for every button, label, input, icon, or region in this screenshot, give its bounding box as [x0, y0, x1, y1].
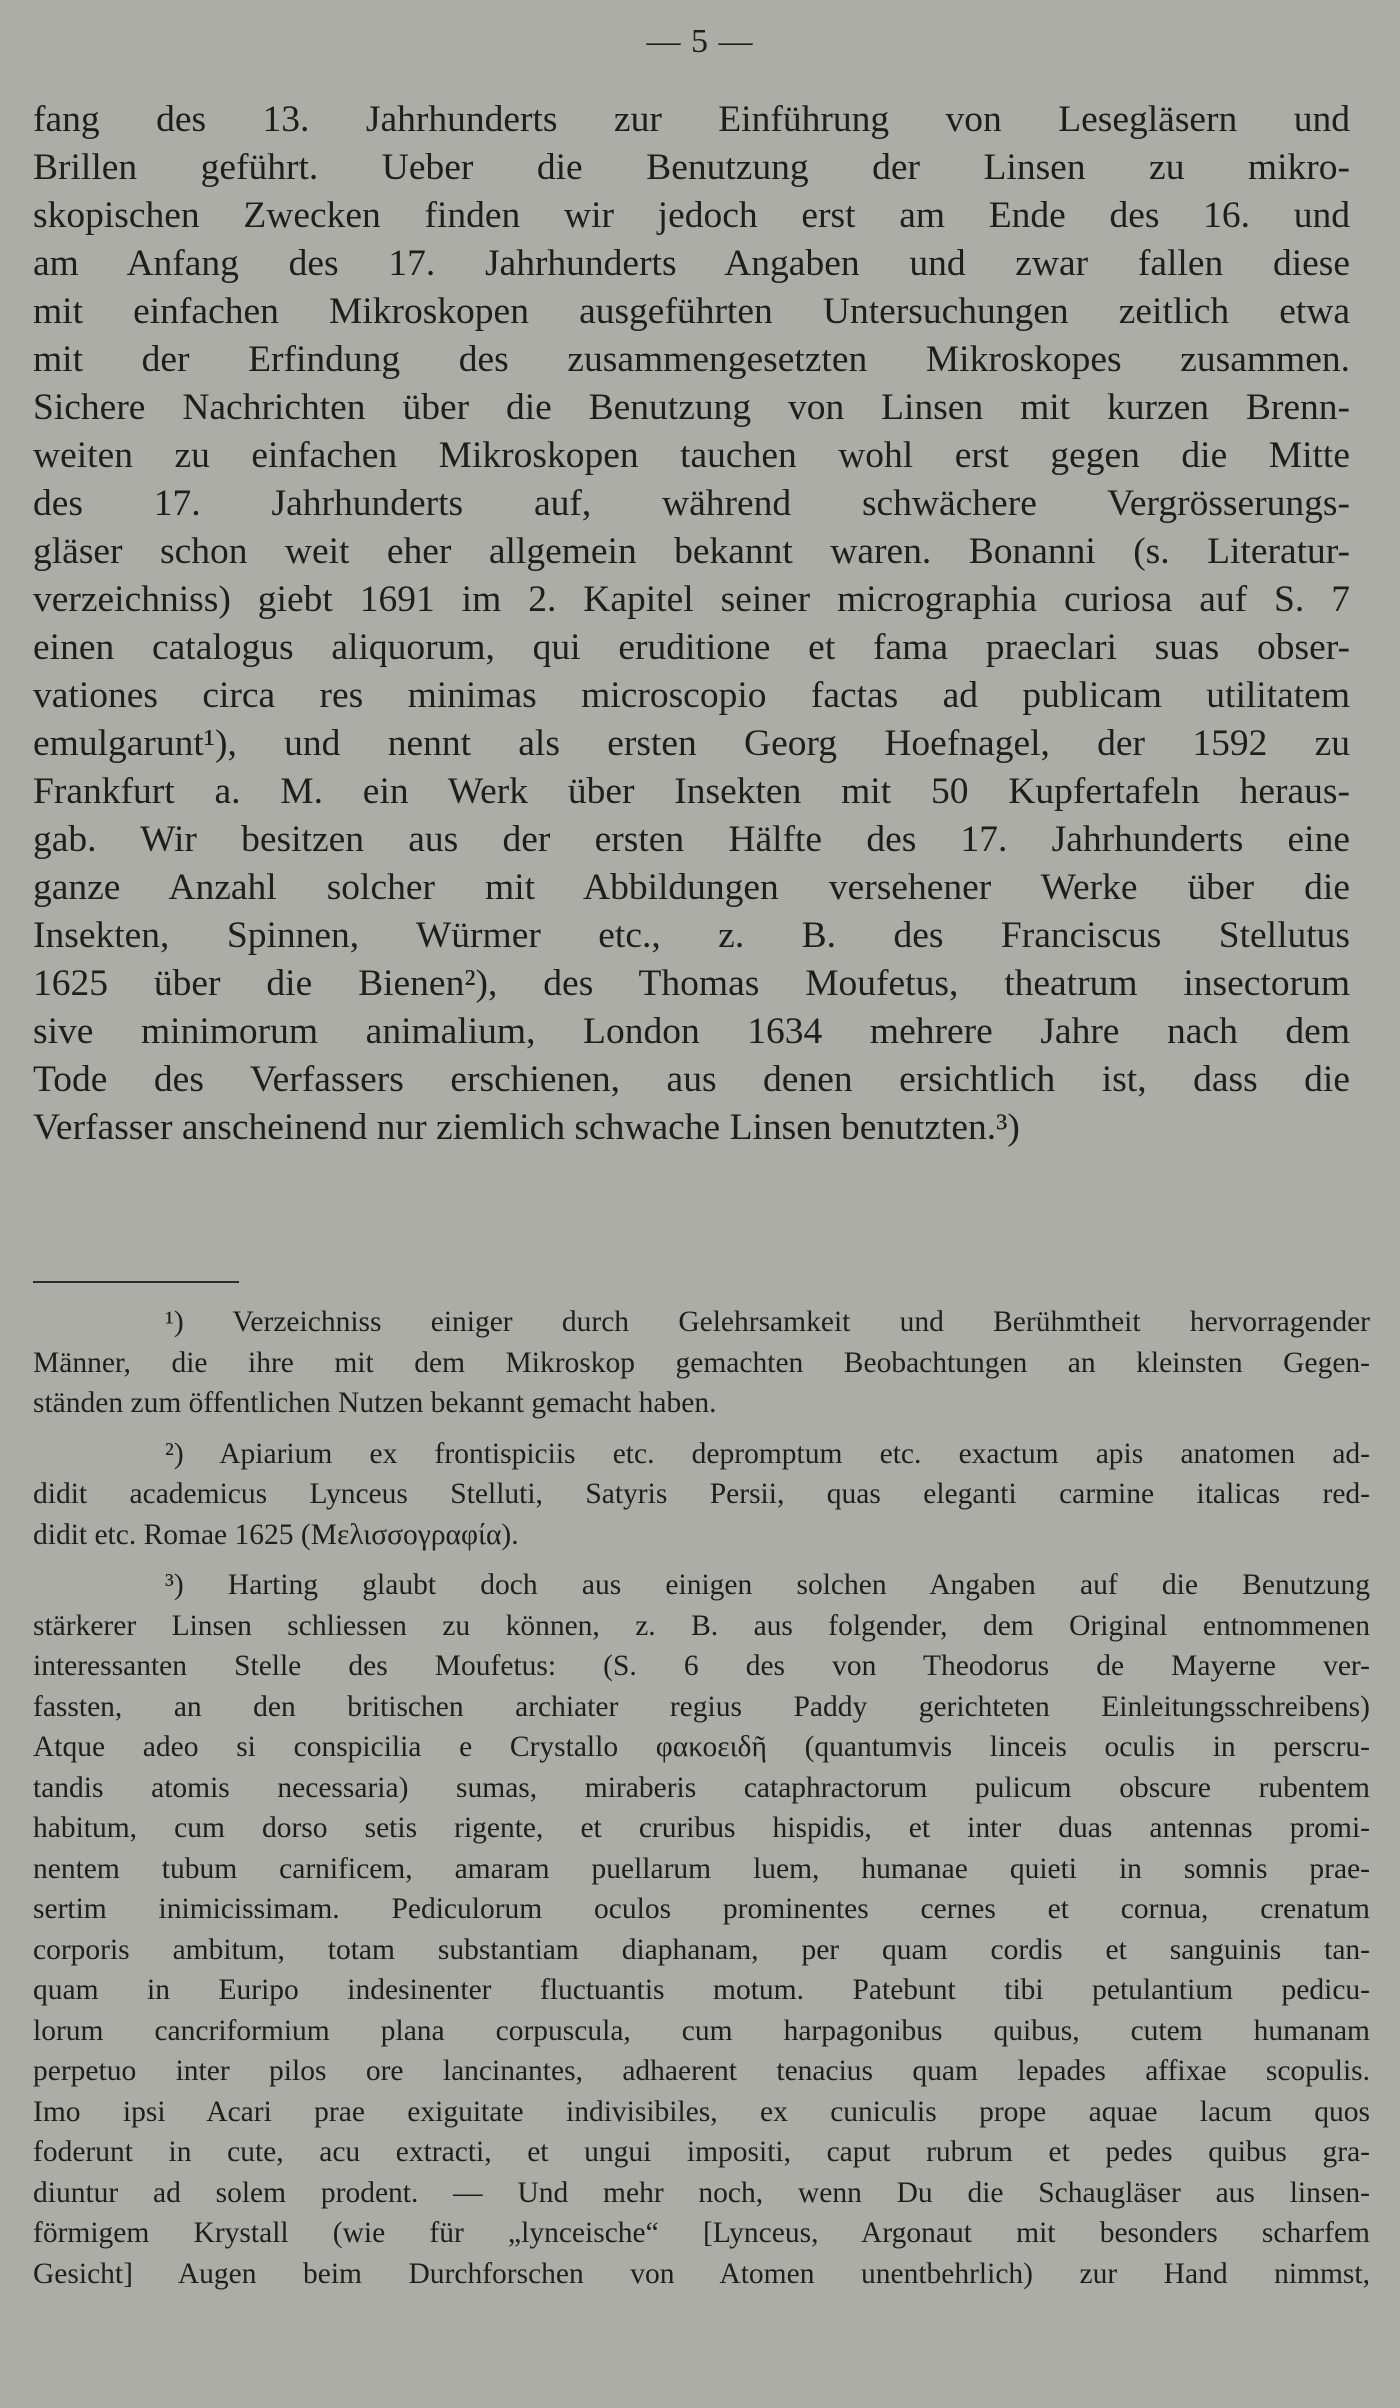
body-line: weiten zu einfachen Mikroskopen tauchen wohl erst gegen die Mitte [33, 435, 1350, 476]
footnote-2-line: ²) Apiarium ex frontispiciis etc. depromptum etc. exactum apis anatomen ad- [165, 1437, 1370, 1470]
body-line: verzeichniss) giebt 1691 im 2. Kapitel seiner micrographia curiosa auf S. 7 [33, 579, 1350, 620]
body-line: Brillen geführt. Ueber die Benutzung der Linsen zu mikro- [33, 147, 1350, 188]
body-line: Sichere Nachrichten über die Benutzung von Linsen mit kurzen Brenn- [33, 387, 1350, 428]
footnote-3-line: fassten, an den britischen archiater regius Paddy gerichteten Einleitungsschreibens) [33, 1690, 1370, 1723]
body-line: 1625 über die Bienen²), des Thomas Moufetus, theatrum insectorum [33, 963, 1350, 1004]
footnote-3-line: diuntur ad solem prodent. — Und mehr noch, wenn Du die Schaugläser aus linsen- [33, 2176, 1370, 2209]
footnote-3-line: habitum, cum dorso setis rigente, et cruribus hispidis, et inter duas antennas promi- [33, 1812, 1370, 1844]
body-line: vationes circa res minimas microscopio factas ad publicam utilitatem [33, 675, 1350, 716]
footnote-separator [33, 1281, 239, 1283]
body-line: Frankfurt a. M. ein Werk über Insekten mit 50 Kupfertafeln heraus- [33, 771, 1350, 812]
body-line: einen catalogus aliquorum, qui eruditione et fama praeclari suas obser- [33, 627, 1350, 668]
footnote-3-line: Atque adeo si conspicilia e Crystallo φακοειδῆ (quantumvis linceis oculis in perscru- [33, 1731, 1370, 1763]
footnote-3-line: foderunt in cute, acu extracti, et ungui impositi, caput rubrum et pedes quibus gra- [33, 2136, 1370, 2168]
page-number: — 5 — [646, 23, 754, 60]
body-line: mit der Erfindung des zusammengesetzten Mikroskopes zusammen. [33, 339, 1350, 380]
footnote-3-line: stärkerer Linsen schliessen zu können, z. B. aus folgender, dem Original entnommenen [33, 1609, 1370, 1642]
body-text [33, 96, 1350, 1152]
footnote-3-line: quam in Euripo indesinenter fluctuantis motum. Patebunt tibi petulantium pedicu- [33, 1974, 1370, 2006]
body-line: Verfasser anscheinend nur ziemlich schwache Linsen benutzten.³) [33, 1107, 1020, 1148]
footnote-3-line: ³) Harting glaubt doch aus einigen solchen Angaben auf die Benutzung [165, 1569, 1370, 1601]
body-line: emulgarunt¹), und nennt als ersten Georg Hoefnagel, der 1592 zu [33, 723, 1350, 764]
footnote-2-line: didit academicus Lynceus Stelluti, Satyris Persii, quas eleganti carmine italicas red- [33, 1478, 1370, 1510]
footnote-3-line: förmigem Krystall (wie für „lynceische“ [Lynceus, Argonaut mit besonders scharfem [33, 2217, 1370, 2249]
footnote-3-line: tandis atomis necessaria) sumas, miraberis cataphractorum pulicum obscure rubentem [33, 1771, 1370, 1804]
body-line: fang des 13. Jahrhunderts zur Einführung von Lesegläsern und [33, 99, 1350, 140]
body-line: ganze Anzahl solcher mit Abbildungen versehener Werke über die [33, 867, 1350, 908]
footnote-3-line: lorum cancriformium plana corpuscula, cum harpagonibus quibus, cutem humanam [33, 2014, 1370, 2047]
body-line: Insekten, Spinnen, Würmer etc., z. B. des Franciscus Stellutus [33, 915, 1350, 956]
body-line: sive minimorum animalium, London 1634 mehrere Jahre nach dem [33, 1011, 1350, 1052]
footnote-1-line: ¹) Verzeichniss einiger durch Gelehrsamkeit und Berühmtheit hervorragender [165, 1306, 1370, 1338]
footnote-3-line: interessanten Stelle des Moufetus: (S. 6 des von Theodorus de Mayerne ver- [33, 1650, 1370, 1682]
footnote-3-line: Gesicht] Augen beim Durchforschen von Atomen unentbehrlich) zur Hand nimmst, [33, 2257, 1370, 2290]
body-line: gläser schon weit eher allgemein bekannt waren. Bonanni (s. Literatur- [33, 531, 1350, 572]
footnote-3-line: sertim inimicissimam. Pediculorum oculos prominentes cernes et cornua, crenatum [33, 1893, 1370, 1925]
footnote-3-line: nentem tubum carnificem, amaram puellarum luem, humanae quieti in somnis prae- [33, 1852, 1370, 1885]
body-line: am Anfang des 17. Jahrhunderts Angaben und zwar fallen diese [33, 243, 1350, 284]
footnote-3-line: corporis ambitum, totam substantiam diaphanam, per quam cordis et sanguinis tan- [33, 1933, 1370, 1966]
footnotes [33, 1302, 1370, 2294]
body-line: skopischen Zwecken finden wir jedoch erst am Ende des 16. und [33, 195, 1350, 236]
body-line: des 17. Jahrhunderts auf, während schwächere Vergrösserungs- [33, 483, 1350, 524]
footnote-2-line: didit etc. Romae 1625 (Μελισσογραφία). [33, 1518, 519, 1551]
body-line: Tode des Verfassers erschienen, aus denen ersichtlich ist, dass die [33, 1059, 1350, 1100]
body-line: gab. Wir besitzen aus der ersten Hälfte des 17. Jahrhunderts eine [33, 819, 1350, 860]
footnote-1-line: ständen zum öffentlichen Nutzen bekannt gemacht haben. [33, 1387, 717, 1419]
footnote-3-line: perpetuo inter pilos ore lancinantes, adhaerent tenacius quam lepades affixae scopulis. [33, 2055, 1370, 2087]
footnote-3-line: Imo ipsi Acari prae exiguitate indivisibiles, ex cuniculis prope aquae lacum quos [33, 2095, 1370, 2128]
footnote-1-line: Männer, die ihre mit dem Mikroskop gemachten Beobachtungen an kleinsten Gegen- [33, 1346, 1370, 1379]
body-line: mit einfachen Mikroskopen ausgeführten Untersuchungen zeitlich etwa [33, 291, 1350, 332]
